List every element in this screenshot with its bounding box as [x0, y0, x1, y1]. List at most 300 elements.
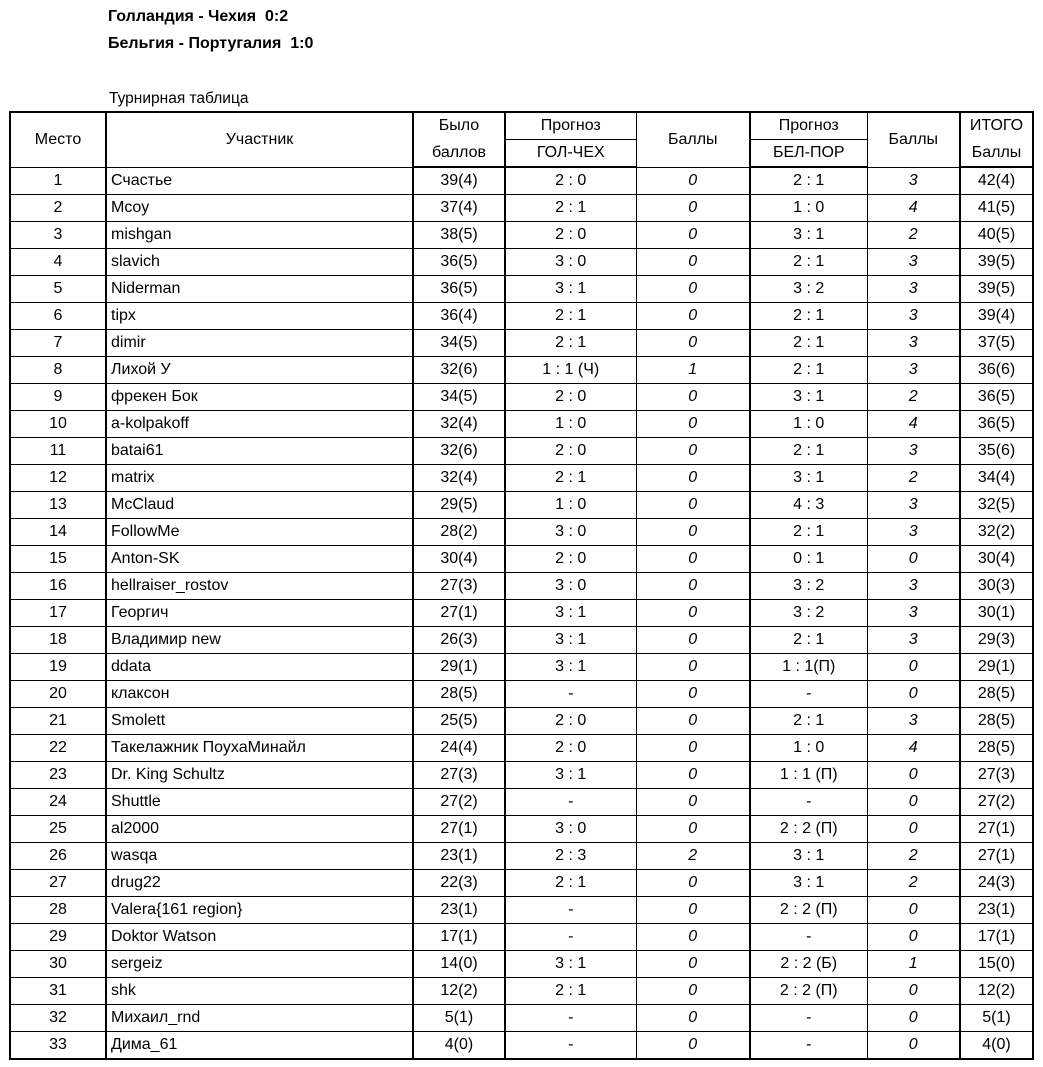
- header-forecast1-top: Прогноз: [505, 112, 636, 140]
- cell-points2: 2: [867, 870, 960, 897]
- cell-total: 39(5): [960, 276, 1033, 303]
- cell-place: 9: [10, 384, 106, 411]
- cell-place: 32: [10, 1005, 106, 1032]
- cell-prev-points: 27(3): [413, 762, 505, 789]
- cell-forecast2: -: [750, 1032, 867, 1060]
- cell-forecast2: 2 : 1: [750, 330, 867, 357]
- cell-forecast2: 2 : 2 (Б): [750, 951, 867, 978]
- cell-total: 36(5): [960, 384, 1033, 411]
- cell-participant: batai61: [106, 438, 413, 465]
- cell-forecast2: 3 : 2: [750, 573, 867, 600]
- cell-forecast1: 2 : 0: [505, 708, 636, 735]
- cell-prev-points: 4(0): [413, 1032, 505, 1060]
- cell-forecast1: 3 : 0: [505, 816, 636, 843]
- cell-participant: Георгич: [106, 600, 413, 627]
- cell-forecast1: 3 : 0: [505, 573, 636, 600]
- cell-total: 27(2): [960, 789, 1033, 816]
- cell-prev-points: 12(2): [413, 978, 505, 1005]
- cell-total: 41(5): [960, 195, 1033, 222]
- cell-place: 33: [10, 1032, 106, 1060]
- cell-participant: drug22: [106, 870, 413, 897]
- cell-points1: 0: [636, 411, 750, 438]
- cell-prev-points: 14(0): [413, 951, 505, 978]
- cell-forecast1: 3 : 1: [505, 951, 636, 978]
- cell-points1: 0: [636, 654, 750, 681]
- table-row: [10, 438, 1033, 465]
- cell-points1: 0: [636, 951, 750, 978]
- cell-points2: 1: [867, 951, 960, 978]
- cell-prev-points: 36(5): [413, 276, 505, 303]
- cell-points1: 0: [636, 438, 750, 465]
- cell-forecast1: 3 : 1: [505, 627, 636, 654]
- cell-forecast1: 2 : 1: [505, 195, 636, 222]
- table-row: [10, 708, 1033, 735]
- cell-participant: mishgan: [106, 222, 413, 249]
- cell-forecast2: 1 : 1 (П): [750, 762, 867, 789]
- table-row: [10, 654, 1033, 681]
- cell-place: 13: [10, 492, 106, 519]
- cell-points2: 0: [867, 546, 960, 573]
- cell-participant: Дима_61: [106, 1032, 413, 1060]
- cell-prev-points: 29(5): [413, 492, 505, 519]
- cell-forecast2: 3 : 2: [750, 600, 867, 627]
- cell-points2: 0: [867, 897, 960, 924]
- cell-place: 5: [10, 276, 106, 303]
- cell-forecast1: 3 : 0: [505, 249, 636, 276]
- standings-table: [9, 111, 1034, 1060]
- table-row: [10, 897, 1033, 924]
- table-row: [10, 546, 1033, 573]
- cell-place: 26: [10, 843, 106, 870]
- cell-participant: Shuttle: [106, 789, 413, 816]
- cell-participant: Счастье: [106, 167, 413, 195]
- cell-prev-points: 28(5): [413, 681, 505, 708]
- cell-prev-points: 32(4): [413, 465, 505, 492]
- cell-participant: Такелажник ПоухаМинайл: [106, 735, 413, 762]
- cell-participant: al2000: [106, 816, 413, 843]
- cell-total: 30(3): [960, 573, 1033, 600]
- cell-forecast2: -: [750, 681, 867, 708]
- cell-participant: Лихой У: [106, 357, 413, 384]
- cell-points2: 0: [867, 1005, 960, 1032]
- header-forecast1-bottom: ГОЛ-ЧЕХ: [505, 140, 636, 168]
- cell-points1: 0: [636, 167, 750, 195]
- cell-points2: 0: [867, 654, 960, 681]
- cell-place: 19: [10, 654, 106, 681]
- cell-prev-points: 32(6): [413, 438, 505, 465]
- cell-participant: Anton-SK: [106, 546, 413, 573]
- standings-body: [10, 167, 1033, 1059]
- table-row: [10, 519, 1033, 546]
- cell-forecast2: 2 : 1: [750, 167, 867, 195]
- header-points1: Баллы: [636, 112, 750, 167]
- cell-total: 35(6): [960, 438, 1033, 465]
- cell-participant: sergeiz: [106, 951, 413, 978]
- header-total-top: ИТОГО: [960, 112, 1033, 140]
- cell-points1: 0: [636, 546, 750, 573]
- match-result-2: Бельгия - Португалия 1:0: [108, 35, 314, 52]
- cell-points1: 0: [636, 492, 750, 519]
- cell-prev-points: 27(1): [413, 600, 505, 627]
- cell-total: 15(0): [960, 951, 1033, 978]
- cell-points1: 0: [636, 303, 750, 330]
- cell-prev-points: 22(3): [413, 870, 505, 897]
- cell-prev-points: 38(5): [413, 222, 505, 249]
- cell-total: 27(1): [960, 816, 1033, 843]
- cell-total: 17(1): [960, 924, 1033, 951]
- cell-prev-points: 24(4): [413, 735, 505, 762]
- table-row: [10, 627, 1033, 654]
- cell-prev-points: 32(4): [413, 411, 505, 438]
- cell-total: 12(2): [960, 978, 1033, 1005]
- cell-forecast1: -: [505, 897, 636, 924]
- cell-points1: 1: [636, 357, 750, 384]
- cell-points1: 0: [636, 762, 750, 789]
- cell-points2: 2: [867, 843, 960, 870]
- table-row: [10, 762, 1033, 789]
- table-row: [10, 330, 1033, 357]
- cell-forecast1: 1 : 0: [505, 411, 636, 438]
- cell-points2: 3: [867, 357, 960, 384]
- cell-forecast1: 2 : 0: [505, 222, 636, 249]
- cell-forecast2: 1 : 0: [750, 735, 867, 762]
- cell-points1: 0: [636, 735, 750, 762]
- cell-points2: 0: [867, 762, 960, 789]
- cell-participant: FollowMe: [106, 519, 413, 546]
- cell-total: 32(5): [960, 492, 1033, 519]
- cell-points2: 2: [867, 384, 960, 411]
- cell-total: 4(0): [960, 1032, 1033, 1060]
- cell-place: 8: [10, 357, 106, 384]
- cell-place: 10: [10, 411, 106, 438]
- cell-forecast2: 3 : 1: [750, 384, 867, 411]
- cell-participant: клаксон: [106, 681, 413, 708]
- cell-points1: 0: [636, 897, 750, 924]
- cell-points2: 2: [867, 222, 960, 249]
- header-points2: Баллы: [867, 112, 960, 167]
- cell-place: 4: [10, 249, 106, 276]
- cell-points1: 0: [636, 222, 750, 249]
- cell-forecast2: 1 : 0: [750, 195, 867, 222]
- cell-place: 16: [10, 573, 106, 600]
- cell-points2: 3: [867, 492, 960, 519]
- cell-prev-points: 34(5): [413, 330, 505, 357]
- table-row: [10, 681, 1033, 708]
- cell-total: 29(1): [960, 654, 1033, 681]
- cell-forecast1: -: [505, 1032, 636, 1060]
- cell-points2: 0: [867, 789, 960, 816]
- cell-prev-points: 23(1): [413, 897, 505, 924]
- table-row: [10, 384, 1033, 411]
- cell-points2: 3: [867, 573, 960, 600]
- cell-points1: 0: [636, 195, 750, 222]
- cell-prev-points: 23(1): [413, 843, 505, 870]
- table-row: [10, 303, 1033, 330]
- cell-forecast1: 2 : 0: [505, 167, 636, 195]
- cell-forecast2: 2 : 1: [750, 303, 867, 330]
- cell-prev-points: 32(6): [413, 357, 505, 384]
- cell-place: 3: [10, 222, 106, 249]
- cell-total: 27(1): [960, 843, 1033, 870]
- cell-points1: 2: [636, 843, 750, 870]
- cell-points2: 3: [867, 303, 960, 330]
- cell-total: 28(5): [960, 708, 1033, 735]
- cell-prev-points: 25(5): [413, 708, 505, 735]
- cell-points2: 3: [867, 276, 960, 303]
- cell-forecast1: 2 : 0: [505, 384, 636, 411]
- cell-points2: 3: [867, 627, 960, 654]
- header-forecast2-top: Прогноз: [750, 112, 867, 140]
- cell-points1: 0: [636, 276, 750, 303]
- table-row: [10, 1032, 1033, 1060]
- cell-forecast2: 2 : 1: [750, 357, 867, 384]
- cell-participant: Владимир new: [106, 627, 413, 654]
- cell-forecast1: 2 : 0: [505, 546, 636, 573]
- match-result-1: Голландия - Чехия 0:2: [108, 8, 289, 25]
- cell-forecast2: 2 : 1: [750, 627, 867, 654]
- cell-participant: Dr. King Schultz: [106, 762, 413, 789]
- cell-forecast1: 2 : 1: [505, 978, 636, 1005]
- cell-forecast2: 1 : 1(П): [750, 654, 867, 681]
- cell-participant: a-kolpakoff: [106, 411, 413, 438]
- cell-participant: dimir: [106, 330, 413, 357]
- table-row: [10, 816, 1033, 843]
- cell-total: 39(4): [960, 303, 1033, 330]
- cell-points2: 3: [867, 708, 960, 735]
- cell-participant: Михаил_rnd: [106, 1005, 413, 1032]
- cell-total: 5(1): [960, 1005, 1033, 1032]
- cell-total: 27(3): [960, 762, 1033, 789]
- cell-forecast2: 2 : 1: [750, 249, 867, 276]
- cell-forecast1: 2 : 1: [505, 465, 636, 492]
- table-row: [10, 924, 1033, 951]
- cell-points1: 0: [636, 681, 750, 708]
- cell-forecast2: 2 : 2 (П): [750, 897, 867, 924]
- table-row: [10, 357, 1033, 384]
- table-row: [10, 951, 1033, 978]
- table-row: [10, 195, 1033, 222]
- cell-points2: 3: [867, 519, 960, 546]
- cell-forecast2: 2 : 2 (П): [750, 978, 867, 1005]
- cell-place: 12: [10, 465, 106, 492]
- cell-forecast2: 3 : 1: [750, 870, 867, 897]
- table-row: [10, 735, 1033, 762]
- table-row: [10, 492, 1033, 519]
- cell-prev-points: 27(2): [413, 789, 505, 816]
- cell-total: 28(5): [960, 681, 1033, 708]
- cell-participant: slavich: [106, 249, 413, 276]
- cell-total: 36(5): [960, 411, 1033, 438]
- cell-participant: Smolett: [106, 708, 413, 735]
- cell-place: 27: [10, 870, 106, 897]
- table-row: [10, 978, 1033, 1005]
- cell-prev-points: 5(1): [413, 1005, 505, 1032]
- cell-forecast2: 3 : 1: [750, 465, 867, 492]
- cell-forecast1: 2 : 0: [505, 438, 636, 465]
- cell-participant: ddata: [106, 654, 413, 681]
- cell-forecast1: 1 : 0: [505, 492, 636, 519]
- cell-forecast1: 3 : 1: [505, 762, 636, 789]
- cell-points2: 0: [867, 1032, 960, 1060]
- cell-place: 25: [10, 816, 106, 843]
- cell-participant: Doktor Watson: [106, 924, 413, 951]
- cell-forecast2: 2 : 2 (П): [750, 816, 867, 843]
- cell-place: 29: [10, 924, 106, 951]
- cell-points2: 3: [867, 167, 960, 195]
- cell-total: 37(5): [960, 330, 1033, 357]
- cell-participant: McClaud: [106, 492, 413, 519]
- cell-total: 42(4): [960, 167, 1033, 195]
- cell-prev-points: 36(5): [413, 249, 505, 276]
- cell-points1: 0: [636, 1005, 750, 1032]
- table-row: [10, 600, 1033, 627]
- header-total-bottom: Баллы: [960, 140, 1033, 168]
- cell-points2: 3: [867, 438, 960, 465]
- cell-prev-points: 27(3): [413, 573, 505, 600]
- header-prev-top: Было: [413, 112, 505, 140]
- cell-forecast1: 3 : 1: [505, 654, 636, 681]
- cell-participant: Mcoy: [106, 195, 413, 222]
- cell-points1: 0: [636, 924, 750, 951]
- cell-points2: 4: [867, 735, 960, 762]
- cell-forecast1: 3 : 1: [505, 600, 636, 627]
- cell-participant: wasqa: [106, 843, 413, 870]
- cell-points2: 3: [867, 249, 960, 276]
- cell-prev-points: 30(4): [413, 546, 505, 573]
- cell-forecast1: -: [505, 789, 636, 816]
- cell-points1: 0: [636, 249, 750, 276]
- cell-points1: 0: [636, 330, 750, 357]
- cell-points1: 0: [636, 384, 750, 411]
- cell-total: 30(1): [960, 600, 1033, 627]
- cell-forecast1: 2 : 0: [505, 735, 636, 762]
- cell-place: 28: [10, 897, 106, 924]
- cell-points1: 0: [636, 1032, 750, 1060]
- cell-forecast1: -: [505, 1005, 636, 1032]
- cell-forecast2: 3 : 2: [750, 276, 867, 303]
- cell-total: 28(5): [960, 735, 1033, 762]
- cell-points1: 0: [636, 627, 750, 654]
- cell-points2: 4: [867, 411, 960, 438]
- cell-prev-points: 29(1): [413, 654, 505, 681]
- cell-participant: hellraiser_rostov: [106, 573, 413, 600]
- cell-points1: 0: [636, 519, 750, 546]
- cell-place: 23: [10, 762, 106, 789]
- header-participant: Участник: [106, 112, 413, 167]
- cell-forecast2: 2 : 1: [750, 519, 867, 546]
- cell-total: 34(4): [960, 465, 1033, 492]
- cell-prev-points: 27(1): [413, 816, 505, 843]
- cell-points2: 2: [867, 465, 960, 492]
- cell-place: 1: [10, 167, 106, 195]
- cell-points1: 0: [636, 708, 750, 735]
- cell-forecast2: -: [750, 789, 867, 816]
- cell-forecast1: -: [505, 681, 636, 708]
- cell-forecast1: 1 : 1 (Ч): [505, 357, 636, 384]
- cell-participant: фрекен Бок: [106, 384, 413, 411]
- cell-participant: matrix: [106, 465, 413, 492]
- cell-total: 32(2): [960, 519, 1033, 546]
- cell-participant: Valera{161 region}: [106, 897, 413, 924]
- table-caption: Турнирная таблица: [109, 90, 249, 107]
- cell-prev-points: 37(4): [413, 195, 505, 222]
- cell-forecast2: 2 : 1: [750, 438, 867, 465]
- table-row: [10, 573, 1033, 600]
- cell-place: 7: [10, 330, 106, 357]
- cell-points1: 0: [636, 870, 750, 897]
- cell-points2: 3: [867, 330, 960, 357]
- cell-prev-points: 17(1): [413, 924, 505, 951]
- cell-place: 2: [10, 195, 106, 222]
- cell-forecast2: -: [750, 924, 867, 951]
- cell-total: 39(5): [960, 249, 1033, 276]
- cell-points2: 0: [867, 816, 960, 843]
- cell-points1: 0: [636, 600, 750, 627]
- cell-forecast1: -: [505, 924, 636, 951]
- cell-forecast1: 2 : 1: [505, 870, 636, 897]
- cell-forecast2: 1 : 0: [750, 411, 867, 438]
- cell-forecast1: 2 : 1: [505, 330, 636, 357]
- cell-prev-points: 26(3): [413, 627, 505, 654]
- table-row: [10, 843, 1033, 870]
- cell-place: 30: [10, 951, 106, 978]
- cell-place: 11: [10, 438, 106, 465]
- table-row: [10, 276, 1033, 303]
- cell-total: 23(1): [960, 897, 1033, 924]
- table-row: [10, 1005, 1033, 1032]
- cell-forecast2: 4 : 3: [750, 492, 867, 519]
- table-row: [10, 249, 1033, 276]
- cell-total: 29(3): [960, 627, 1033, 654]
- cell-points2: 0: [867, 978, 960, 1005]
- cell-forecast2: -: [750, 1005, 867, 1032]
- cell-place: 24: [10, 789, 106, 816]
- cell-points1: 0: [636, 465, 750, 492]
- table-row: [10, 870, 1033, 897]
- cell-points2: 0: [867, 924, 960, 951]
- table-row: [10, 222, 1033, 249]
- cell-forecast1: 2 : 3: [505, 843, 636, 870]
- cell-place: 21: [10, 708, 106, 735]
- cell-total: 36(6): [960, 357, 1033, 384]
- cell-prev-points: 39(4): [413, 167, 505, 195]
- cell-points2: 3: [867, 600, 960, 627]
- cell-place: 15: [10, 546, 106, 573]
- table-row: [10, 465, 1033, 492]
- cell-prev-points: 36(4): [413, 303, 505, 330]
- header-forecast2-bottom: БЕЛ-ПОР: [750, 140, 867, 168]
- table-row: [10, 167, 1033, 195]
- cell-place: 14: [10, 519, 106, 546]
- cell-points1: 0: [636, 789, 750, 816]
- cell-place: 17: [10, 600, 106, 627]
- cell-total: 24(3): [960, 870, 1033, 897]
- header-prev-bottom: баллов: [413, 140, 505, 168]
- cell-points2: 4: [867, 195, 960, 222]
- cell-prev-points: 34(5): [413, 384, 505, 411]
- cell-forecast1: 3 : 1: [505, 276, 636, 303]
- cell-place: 18: [10, 627, 106, 654]
- cell-participant: tipx: [106, 303, 413, 330]
- cell-total: 30(4): [960, 546, 1033, 573]
- table-row: [10, 789, 1033, 816]
- cell-forecast2: 3 : 1: [750, 843, 867, 870]
- cell-points1: 0: [636, 978, 750, 1005]
- cell-prev-points: 28(2): [413, 519, 505, 546]
- cell-points1: 0: [636, 816, 750, 843]
- table-row: [10, 411, 1033, 438]
- cell-place: 6: [10, 303, 106, 330]
